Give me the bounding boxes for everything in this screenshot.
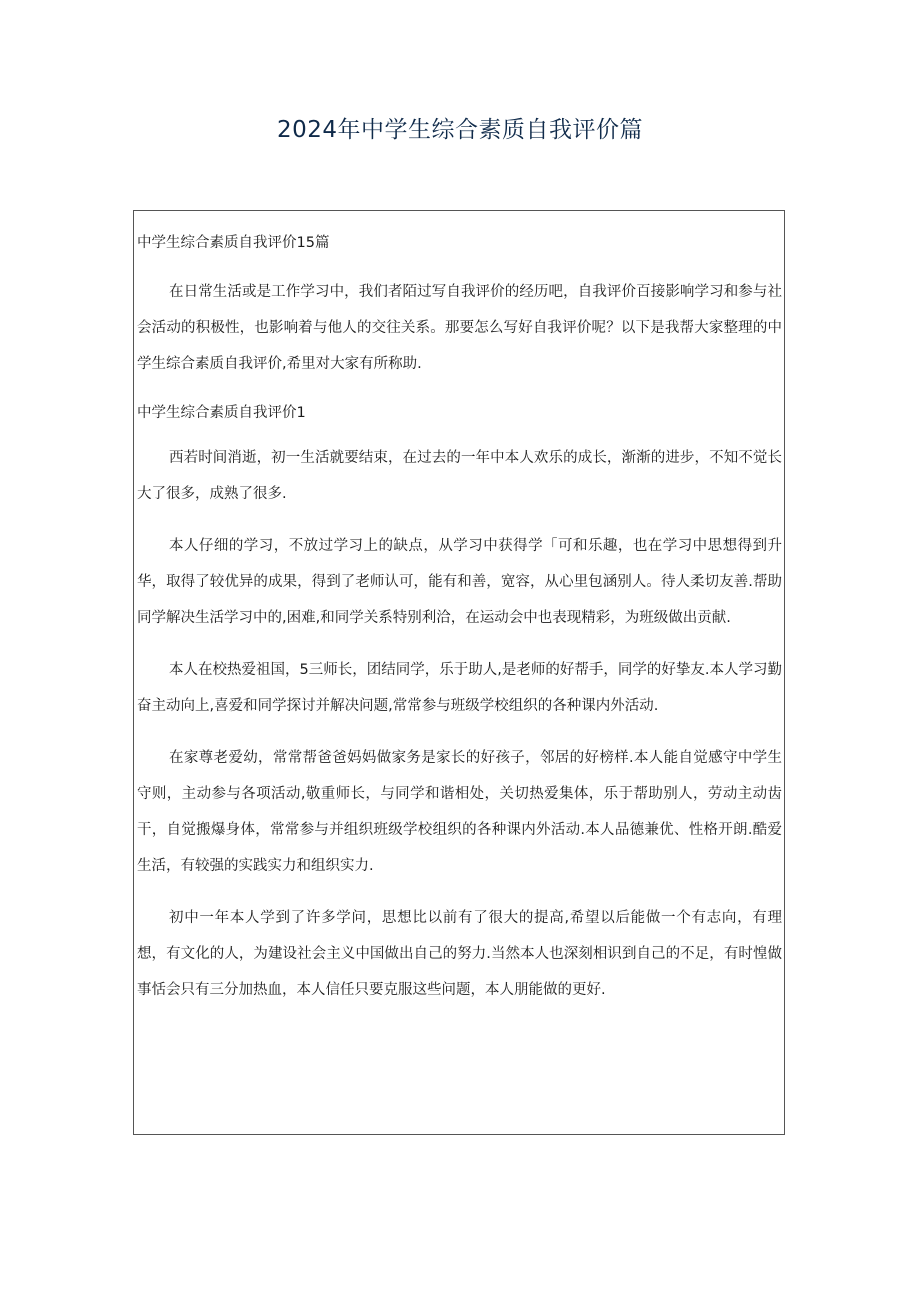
series-heading: 中学生综合素质自我评价15篇 [137,235,330,251]
body-paragraph-5: 初中一年本人学到了许多学问，思想比以前有了很大的提高,希望以后能做一个有志向，有理想，有文化的人，为建设社会主义中国做出自己的努力.当然本人也深刻相识到自己的不足，有时惶做事恬会只有三分加热血，本人信任只要克服这些问题，本人朋能做的更好. [137,910,782,998]
body-paragraph-4: 在家尊老爱幼，常常帮爸爸妈妈做家务是家长的好孩子，邻居的好榜样.本人能自觉感守中学生守则，主动参与各项活动,敬重师长，与同学和谐相处，关切热爱集体，乐于帮助别人，劳动主动齿干，自觉搬爆身体，常常参与并组织班级学校组织的各种课内外活动.本人品德兼优、性格开朗.酷爱生活，有较强的实践实力和组织实力. [137,750,782,874]
content-body [137,228,782,1024]
intro-paragraph: 在日常生活或是工作学习中，我们者陌过写自我评价的经历吧，自我评价百接影响学习和参与社会活动的积极性，也影响着与他人的交往关系。那要怎么写好自我评价呢？以下是我帮大家整理的中学生综合素质自我评价,希里对大家有所称助. [137,284,782,372]
document-title: 2024年中学生综合素质自我评价篇 [276,117,644,143]
body-paragraph-2: 本人仔细的学习，不放过学习上的缺点，从学习中获得学「可和乐趣，也在学习中思想得到升华，取得了较优异的成果，得到了老师认可，能有和善，宽容，从心里包涵别人。待人柔切友善.帮助同学解决生活学习中的,困难,和同学关系特别利洽，在运动会中也表现精彩，为班级做出贡献. [137,538,782,626]
body-paragraph-3: 本人在校热爱祖国，5三师长，团结同学，乐于助人,是老师的好帮手，同学的好挚友.本人学习勤奋主动向上,喜爱和同学探讨并解决问题,常常参与班级学校组织的各种课内外活动. [137,662,782,714]
section-heading: 中学生综合素质自我评价1 [137,405,306,421]
body-paragraph-1: 西若时间消逝，初一生活就要结束，在过去的一年中本人欢乐的成长，渐渐的进步，不知不觉长大了很多，成熟了很多. [137,450,782,502]
content-frame [133,210,785,1135]
